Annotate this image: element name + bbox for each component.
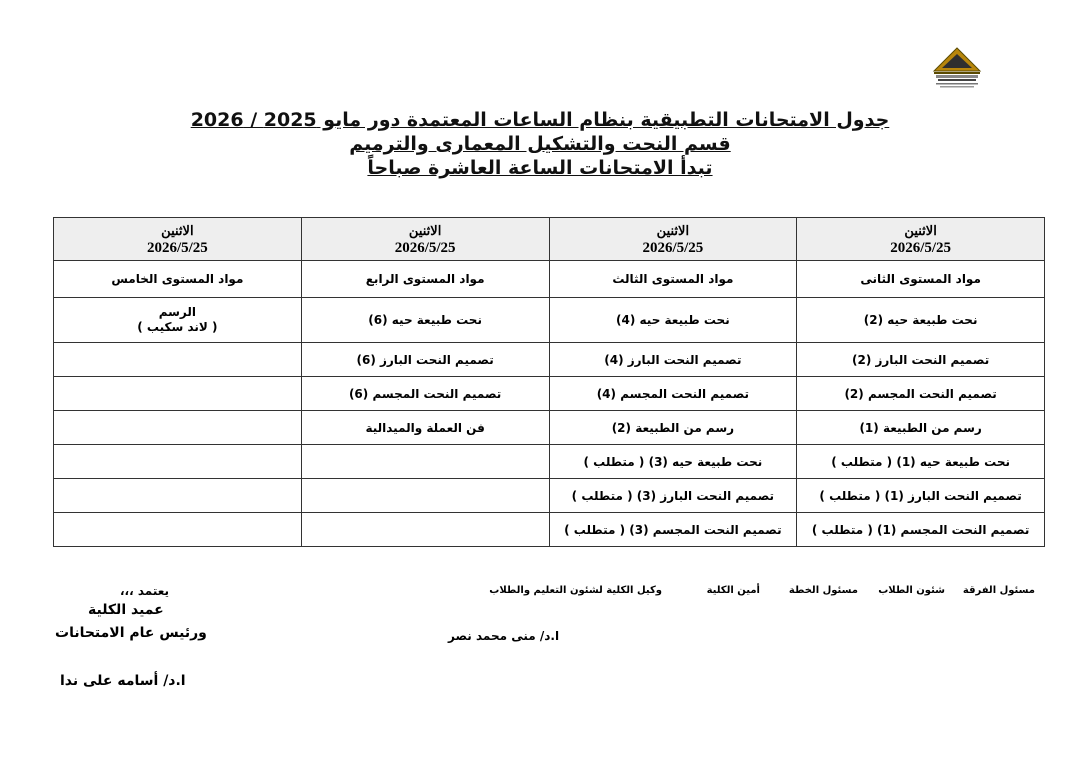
vice-dean-name: ا.د/ منى محمد نصر xyxy=(448,629,560,643)
level-cell: مواد المستوى الخامس xyxy=(54,261,302,298)
subject-cell xyxy=(54,377,302,411)
page-title: جدول الامتحانات التطبيقية بنظام الساعات المعتمدة دور مايو 2025 / 2026 xyxy=(190,109,890,131)
day-label: الاثنين xyxy=(408,223,442,238)
subject-cell: نحت طبيعة حيه (3) ( متطلب ) xyxy=(549,445,797,479)
level-cell: مواد المستوى الرابع xyxy=(301,261,549,298)
subject-cell: تصميم النحت البارز (4) xyxy=(549,343,797,377)
dean-name: ا.د/ أسامه على ندا xyxy=(60,673,186,689)
signature-roles xyxy=(400,585,1080,601)
subject-cell: تصميم النحت المجسم (3) ( متطلب ) xyxy=(549,513,797,547)
subject-cell xyxy=(54,445,302,479)
subject-cell: تصميم النحت المجسم (6) xyxy=(301,377,549,411)
subject-cell: نحت طبيعة حيه (6) xyxy=(301,298,549,343)
start-time-note: تبدأ الامتحانات الساعة العاشرة صباحاً xyxy=(367,157,713,179)
subject-cell: تصميم النحت المجسم (2) xyxy=(797,377,1045,411)
day-label: الاثنين xyxy=(904,223,937,238)
header-cell xyxy=(797,218,1045,261)
day-label: الاثنين xyxy=(656,223,690,238)
subject-cell xyxy=(301,513,549,547)
level-cell: مواد المستوى الثانى xyxy=(797,261,1045,298)
subject-cell xyxy=(54,513,302,547)
subject-cell: تصميم النحت المجسم (1) ( متطلب ) xyxy=(797,513,1045,547)
subject-cell: تصميم النحت البارز (2) xyxy=(797,343,1045,377)
day-label: الاثنين xyxy=(161,223,194,238)
subject-note: ( لاند سكيب ) xyxy=(137,320,218,334)
date-label: 2026/5/25 xyxy=(890,240,952,256)
subject-cell xyxy=(54,343,302,377)
subject-cell: رسم من الطبيعة (1) xyxy=(797,411,1045,445)
table-header-row xyxy=(54,218,1045,261)
subject-cell: تصميم النحت المجسم (4) xyxy=(549,377,797,411)
table-row xyxy=(54,479,1045,513)
header-cell xyxy=(301,218,549,261)
role-label: مسئول الخطة xyxy=(788,585,858,596)
table-row xyxy=(54,343,1045,377)
subject-cell xyxy=(301,445,549,479)
table-row xyxy=(54,513,1045,547)
header-cell xyxy=(54,218,302,261)
subject-cell: فن العملة والميدالية xyxy=(301,411,549,445)
exam-schedule-table xyxy=(53,217,1045,547)
subject-cell: رسم من الطبيعة (2) xyxy=(549,411,797,445)
table-row xyxy=(54,298,1045,343)
faculty-logo xyxy=(928,45,986,93)
dean-label: عميد الكلية xyxy=(88,602,164,618)
role-label: أمين الكلية xyxy=(706,585,760,596)
level-cell: مواد المستوى الثالث xyxy=(549,261,797,298)
role-label: وكيل الكلية لشئون التعليم والطلاب xyxy=(489,585,662,596)
subject-cell: نحت طبيعة حيه (2) xyxy=(797,298,1045,343)
subject-cell: تصميم النحت البارز (1) ( متطلب ) xyxy=(797,479,1045,513)
subject-name: الرسم xyxy=(158,305,197,319)
date-label: 2026/5/25 xyxy=(642,240,704,256)
date-label: 2026/5/25 xyxy=(146,240,208,256)
subject-cell xyxy=(54,479,302,513)
department-title: قسم النحت والتشكيل المعمارى والترميم xyxy=(349,133,731,155)
subject-cell: تصميم النحت البارز (6) xyxy=(301,343,549,377)
approve-label: يعتمد ،،، xyxy=(120,584,170,598)
table-row xyxy=(54,377,1045,411)
table-row xyxy=(54,445,1045,479)
role-label: شئون الطلاب xyxy=(878,585,945,596)
subject-cell: نحت طبيعة حيه (4) xyxy=(549,298,797,343)
header-cell xyxy=(549,218,797,261)
exam-head-label: ورئيس عام الامتحانات xyxy=(55,625,207,641)
subject-cell xyxy=(54,298,302,343)
subject-cell: نحت طبيعة حيه (1) ( متطلب ) xyxy=(797,445,1045,479)
page-title-block xyxy=(180,108,900,180)
date-label: 2026/5/25 xyxy=(394,240,456,256)
subject-cell xyxy=(301,479,549,513)
level-row xyxy=(54,261,1045,298)
table-row xyxy=(54,411,1045,445)
subject-cell: تصميم النحت البارز (3) ( متطلب ) xyxy=(549,479,797,513)
subject-cell xyxy=(54,411,302,445)
role-label: مسئول الفرقة xyxy=(962,585,1035,596)
